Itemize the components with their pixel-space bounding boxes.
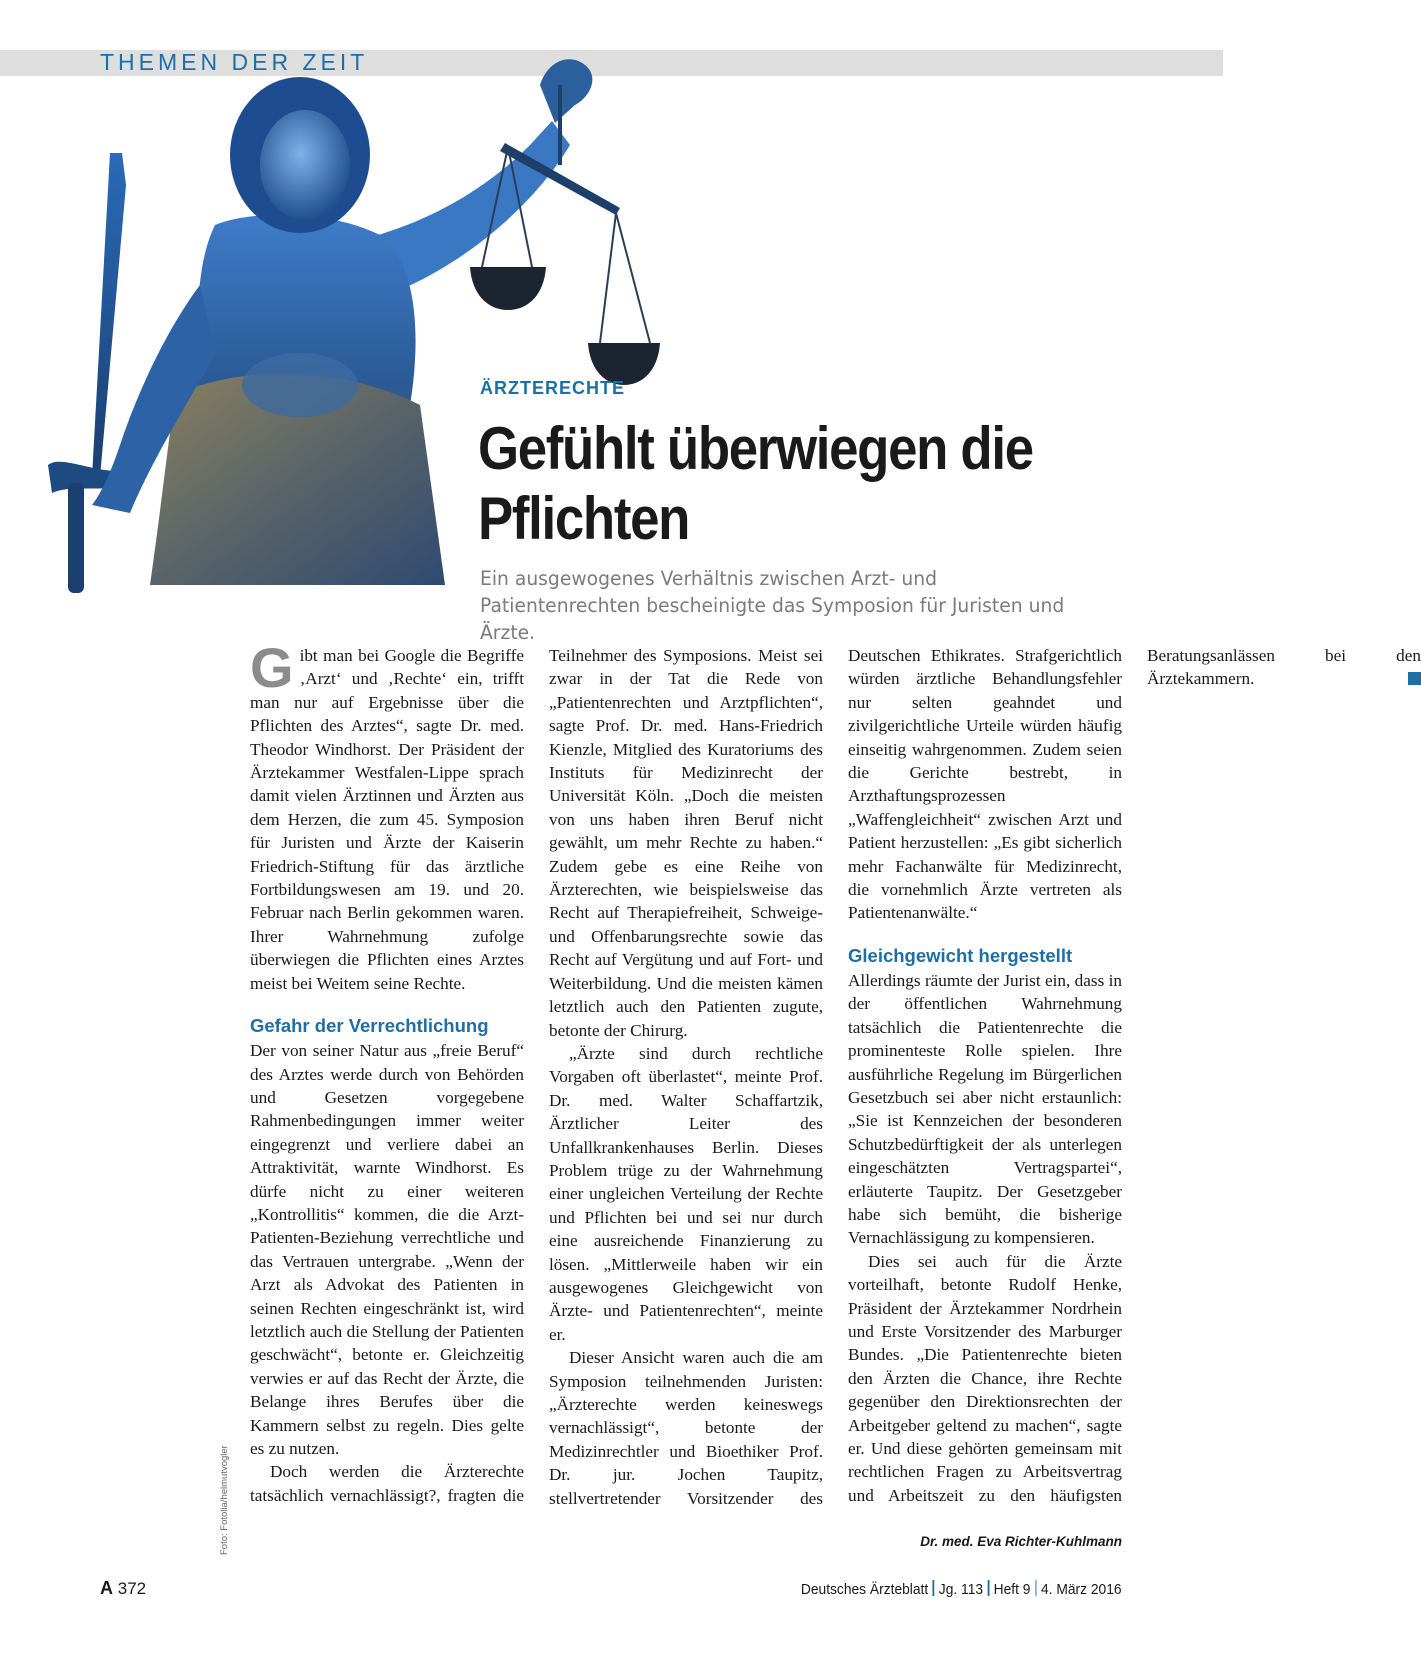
- paragraph: Dieser Ansicht waren auch die am Symposion teilnehmenden Juristen: „Ärzterechte werden keineswegs vernachlässigt“, betonte der Medizinrechtler und Bioethiker Prof. Dr. jur. Jochen Taupitz, stellvertretender Vorsitzender des Deutschen Ethikrates. Strafgerichtlich würden ärztliche Behandlungsfehler nur selten geahndet und zivilgerichtliche Urteile würden häufig einseitig wahrgenommen. Zudem seien die Gerichte bestrebt, in Arzthaftungsprozessen „Waffengleichheit“ zwischen Arzt und Patient herzustellen: „Es gibt sicherlich mehr Fachanwälte für Medizinrecht, die vornehmlich Ärzte vertreten als Patientenanwälte.“: [549, 646, 1122, 1508]
- paragraph-text: ibt man bei Google die Begriffe ‚Arzt‘ und ‚Rechte‘ ein, trifft man nur auf Ergebnisse über die Pflichten des Arztes“, sagte Dr. med. Theodor Windhorst. Der Präsident der Ärztekammer Westfalen-Lippe sprach damit vielen Ärztinnen und Ärzten aus dem Herzen, die zum 45. Symposion für Juristen und Ärzte der Kaiserin Friedrich-Stiftung für das ärztliche Fortbildungswesen am 19. und 20. Februar nach Berlin gekommen waren. Ihrer Wahrnehmung zufolge überwiegen die Pflichten eines Arztes meist bei Weitem seine Rechte.: [250, 646, 524, 993]
- subheading-2: Gleichgewicht hergestellt: [848, 944, 1073, 966]
- paragraph: Allerdings räumte der Jurist ein, dass in der öffentlichen Wahrnehmung tatsächlich die Patientenrechte die prominenteste Rolle spielen. Ihre ausführliche Regelung im Bürgerlichen Gesetzbuch sei aber nicht erstaunlich: „Sie ist Kennzeichen der besonderen Schutzbedürftigkeit der als unterlegen eingeschätzten Vertragspartei“, erläuterte Taupitz. Der Gesetzgeber habe sich bemüht, die bisherige Vernachlässigung zu kompensieren.: [848, 970, 1122, 1248]
- footer-separator: [988, 1580, 989, 1596]
- paragraph: Doch werden die Ärzterechte tatsächlich vernachlässigt?, fragten die Teilnehmer des Symposions. Meist sei zwar in der Tat die Rede von „Patientenrechten und Arztpflichten“, sagte Prof. Dr. med. Hans-Friedrich Kienzle, Mitglied des Kuratoriums des Instituts für Medizinrecht der Universität Köln. „Doch die meisten von uns haben ihren Beruf nicht gewählt, um mehr Rechte zu haben.“ Zudem gebe es eine Reihe von Ärzterechten, wie beispielsweise das Recht auf Therapiefreiheit, Schweige- und Offenbarungsrechte sowie das Recht auf Vergütung und auf Fort- und Weiterbildung. Und die meisten kämen letztlich auch den Patienten zugute, betonte der Chirurg.: [250, 646, 823, 1505]
- footer-volume: Jg. 113: [939, 1581, 984, 1598]
- page-number-value: 372: [117, 1579, 147, 1598]
- paragraph: Dies sei auch für die Ärzte vorteilhaft, betonte Rudolf Henke, Präsident der Ärztekammer Nordrhein und Erste Vorsitzender des Marburger Bundes. „Die Patientenrechte bieten den Ärzten die Chance, ihre Rechte gegenüber den Direktionsrechten der Arbeitgeber geltend zu machen“, sagte er. Und diese gehörten gemeinsam mit rechtlichen Fragen zu Arbeitsvertrag und Arbeitszeit zu den häufigsten Beratungsanlässen bei den Ärztekammern.: [848, 646, 1421, 1505]
- statue-face: [260, 110, 350, 220]
- page-prefix: A: [100, 1578, 113, 1598]
- dropcap: G: [250, 636, 294, 699]
- footer-date: 4. März 2016: [1041, 1581, 1122, 1598]
- footer-publication: Deutsches Ärzteblatt: [801, 1581, 929, 1598]
- footer-separator: [933, 1580, 934, 1596]
- page-number: [100, 1578, 146, 1599]
- article-body: [250, 636, 1421, 1524]
- footer-citation: [801, 1580, 1122, 1598]
- article-kicker: ÄRZTERECHTE: [480, 378, 625, 398]
- footer-issue: Heft 9: [994, 1581, 1031, 1598]
- sword-blade: [92, 153, 126, 477]
- article-author: Dr. med. Eva Richter-Kuhlmann: [920, 1534, 1122, 1549]
- photo-credit: Foto: Fotolia/helmutvogler: [219, 1445, 230, 1555]
- scale-pan-left: [470, 267, 546, 310]
- footer-separator: [1035, 1580, 1036, 1596]
- section-label: THEMEN DER ZEIT: [100, 49, 369, 75]
- article-title: Gefühlt überwiegen die Pflichten: [478, 415, 1033, 552]
- subheading-1: Gefahr der Verrechtlichung: [250, 1015, 489, 1037]
- paragraph: Der von seiner Natur aus „freie Beruf“ des Arztes werde durch von Behörden und Gesetzen vorgegebene Rahmenbedingungen immer weiter eingegrenzt und verliere dabei an Attraktivität, warnte Windhorst. Es dürfe nicht zu einer weiteren „Kontrollitis“ kommen, die die Arzt-Patienten-Beziehung verrechtliche und das Vertrauen untergrabe. „Wenn der Arzt als Advokat des Patienten in seinen Rechten eingeschränkt ist, wird letztlich auch die Stellung der Patienten geschwächt“, betonte er. Gleichzeitig verwies er auf das Recht der Ärzte, die Belange ihres Berufes über die Kammern selbst zu regeln. Dies gelte es zu nutzen.: [250, 1041, 524, 1458]
- paragraph: „Ärzte sind durch rechtliche Vorgaben oft überlastet“, meinte Prof. Dr. med. Walter Schaffartzik, Ärztlicher Leiter des Unfallkrankenhauses Berlin. Dieses Problem trüge zu der Wahrnehmung einer ungleichen Verteilung der Rechte und Pflichten bei und sei nur durch eine ausreichende Finanzierung zu lösen. „Mittlerweile haben wir ein ausgewogenes Gleichgewicht von Ärzte- und Patientenrechten“, meinte er.: [549, 1043, 823, 1344]
- article-subtitle: Ein ausgewogenes Verhältnis zwischen Arzt- und Patientenrechten bescheinigte das Symposion für Juristen und Ärzte.: [480, 567, 1065, 644]
- paragraph-intro: [250, 636, 524, 995]
- end-mark: [1408, 672, 1421, 685]
